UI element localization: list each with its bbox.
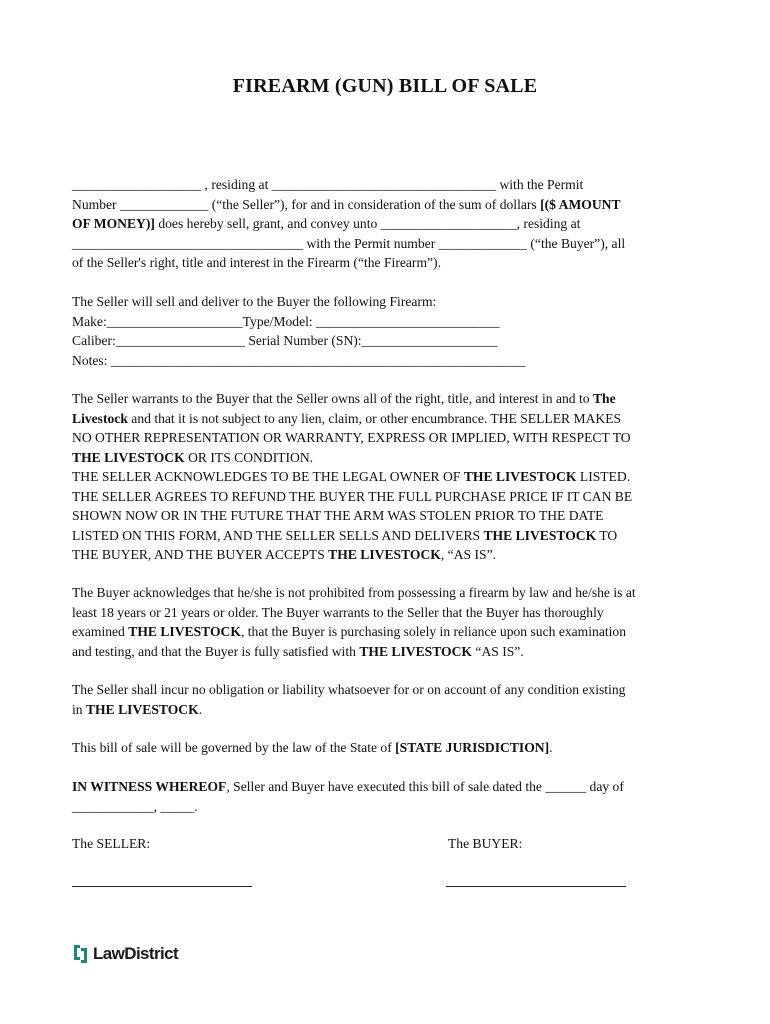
text: THE LIVESTOCK <box>463 469 577 484</box>
text: TO <box>596 527 618 543</box>
text: The <box>592 391 616 406</box>
amount-placeholder: OF MONEY)] <box>72 216 155 231</box>
text: SHOWN NOW OR IN THE FUTURE THAT THE ARM WAS STOLEN PRIOR TO THE DATE <box>72 508 604 523</box>
buyer-signature-line <box>446 886 626 887</box>
caliber-field: Caliber:___________________ Serial Number (SN):____________________ <box>72 333 498 348</box>
text: least 18 years or 21 years or older. The Buyer warrants to the Seller that the Buyer has thoroughly <box>72 604 604 620</box>
text: in <box>72 701 86 717</box>
liability-paragraph <box>72 680 702 719</box>
text: The Buyer acknowledges that he/she is not prohibited from possessing a firearm by law and he/she is at <box>72 585 636 600</box>
seller-signature-line <box>72 886 252 887</box>
governing-law-paragraph <box>72 738 702 758</box>
text: with the Permit <box>496 177 584 192</box>
date-blank: ____________, _____. <box>72 798 198 814</box>
text: , “AS IS”. <box>440 547 497 562</box>
text: , that the Buyer is purchasing solely in reliance upon such examination <box>240 624 627 639</box>
text: , Seller and Buyer have executed this bill of sale dated the ______ day of <box>226 779 624 794</box>
make-field: Make:____________________Type/Model: ___________________________ <box>72 313 500 329</box>
seller-signature-label: The SELLER: <box>72 836 151 851</box>
text: “AS IS”. <box>472 643 524 659</box>
text: LISTED ON THIS FORM, AND THE SELLER SELLS AND DELIVERS <box>72 527 484 543</box>
text: Number _____________ (“the Seller”), for and in consideration of the sum of dollars <box>72 196 541 212</box>
text: IN WITNESS WHEREOF <box>72 779 227 794</box>
text: ___________________ , residing at <box>72 177 272 192</box>
text: . <box>198 701 203 717</box>
buyer-signature-label: The BUYER: <box>448 836 523 851</box>
witness-paragraph <box>72 777 702 816</box>
text: Livestock <box>72 410 128 426</box>
firearm-intro: The Seller will sell and deliver to the Buyer the following Firearm: <box>72 294 437 309</box>
text: THE LIVESTOCK <box>328 547 441 562</box>
text: __________________________________ with the Permit number _____________ (“the Buyer”), all <box>72 235 626 251</box>
state-placeholder: [STATE JURISDICTION] <box>395 740 550 755</box>
warranty-paragraph <box>72 389 702 565</box>
text: THE SELLER ACKNOWLEDGES TO BE THE LEGAL OWNER OF <box>72 469 464 484</box>
intro-paragraph <box>72 175 702 273</box>
text: THE SELLER AGREES TO REFUND THE BUYER THE FULL PURCHASE PRICE IF IT CAN BE <box>72 488 633 504</box>
document-title: FIREARM (GUN) BILL OF SALE <box>232 75 538 97</box>
buyer-acknowledgement-paragraph <box>72 583 702 661</box>
lawdistrict-logo-icon <box>72 944 90 964</box>
text: NO OTHER REPRESENTATION OR WARRANTY, EXPRESS OR IMPLIED, WITH RESPECT TO <box>72 430 631 445</box>
text: of the Seller's right, title and interest in the Firearm (“the Firearm”). <box>72 255 441 270</box>
text: THE LIVESTOCK <box>359 643 473 659</box>
text: THE LIVESTOCK <box>72 449 185 465</box>
lawdistrict-logo-text: LawDistrict <box>93 944 179 963</box>
notes-field: Notes: _____________________________________________________________ <box>72 352 526 368</box>
text: . <box>549 740 553 755</box>
text: THE LIVESTOCK <box>128 624 241 639</box>
text: THE LIVESTOCK <box>483 527 597 543</box>
text: and testing, and that the Buyer is fully satisfied with <box>72 643 360 659</box>
text: LISTED. <box>576 469 631 484</box>
text: and that it is not subject to any lien, claim, or other encumbrance. THE SELLER MAKES <box>127 410 622 426</box>
text: _________________________________ <box>271 177 497 192</box>
text: OR ITS CONDITION. <box>184 449 314 465</box>
text: examined <box>72 624 129 639</box>
text: THE LIVESTOCK <box>85 701 199 717</box>
text: THE BUYER, AND THE BUYER ACCEPTS <box>72 547 329 562</box>
text: The Seller shall incur no obligation or liability whatsoever for or on account of any condition existing <box>72 682 626 697</box>
lawdistrict-logo <box>72 944 178 964</box>
text: This bill of sale will be governed by the law of the State of <box>72 740 396 755</box>
firearm-details <box>72 292 702 370</box>
amount-placeholder: [($ AMOUNT <box>540 196 621 212</box>
text: The Seller warrants to the Buyer that the Seller owns all of the right, title, and interest in and to <box>72 391 593 406</box>
text: does hereby sell, grant, and convey unto ____________________, residing at <box>154 216 581 231</box>
